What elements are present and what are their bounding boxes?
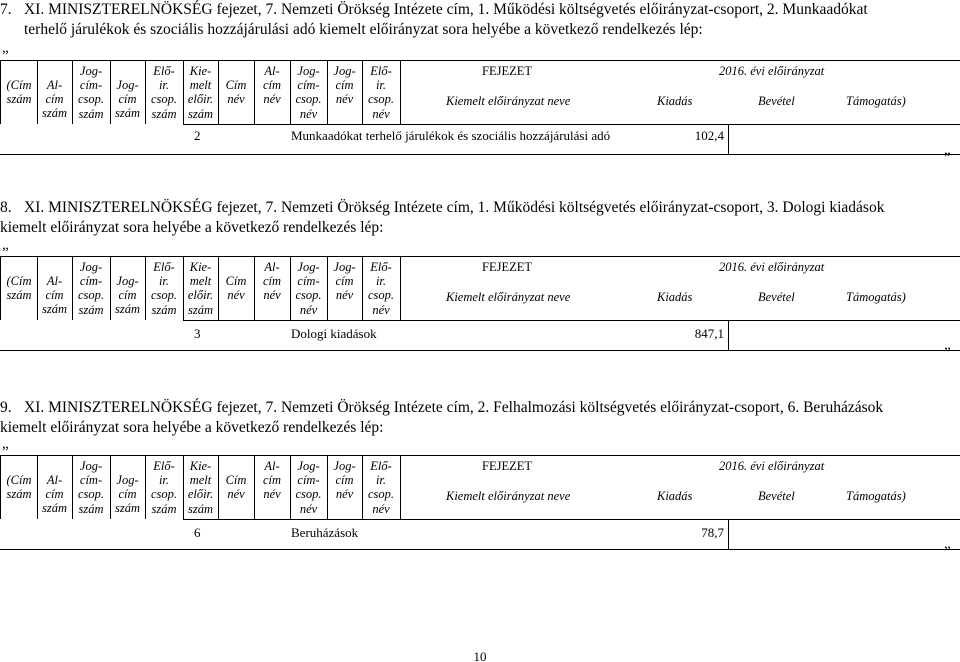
- table-rule: [183, 124, 960, 125]
- section-text-line1: XI. MINISZTERELNÖKSÉG fejezet, 7. Nemzeti Örökség Intézete cím, 1. Működési költségvetés előirányzat-csoport, 3. Dologi kiadások: [24, 199, 885, 216]
- header-eloircsop-szam: Elő- ir. csop. szám: [150, 459, 178, 516]
- header-jogcim-szam: Jog- cím szám: [114, 274, 140, 317]
- header-year: 2016. évi előirányzat: [719, 64, 825, 78]
- table-rule: [0, 60, 960, 61]
- close-quote: ”: [944, 345, 951, 361]
- header-jogcim-nev: Jog- cím név: [333, 64, 356, 107]
- close-quote: ”: [944, 544, 951, 560]
- header-alcim-szam: Al- cím szám: [41, 473, 67, 516]
- header-jogcim-nev: Jog- cím név: [333, 459, 356, 502]
- section-number: 8.: [0, 199, 12, 216]
- section-text-line1: XI. MINISZTERELNÖKSÉG fejezet, 7. Nemzeti Örökség Intézete cím, 1. Működési költségvetés előirányzat-csoport, 2. Munkaadókat: [24, 1, 868, 18]
- header-tamogatas: Támogatás): [846, 94, 906, 108]
- header-jogcimcsop-szam: Jog- cím- csop. szám: [77, 260, 105, 317]
- row-name: Beruházások: [291, 525, 359, 540]
- header-alcim-szam: Al- cím szám: [41, 78, 67, 121]
- header-jogcim-szam: Jog- cím szám: [114, 473, 140, 516]
- section-text-line2: kiemelt előirányzat sora helyébe a következő rendelkezés lép:: [0, 219, 384, 236]
- appropriation-table-8: [0, 256, 960, 351]
- header-eloircsop-szam: Elő- ir. csop. szám: [150, 260, 178, 317]
- appropriation-table-9: [0, 455, 960, 550]
- header-kiemelt-szam: Kie- melt előir. szám: [187, 459, 214, 516]
- table-rule: [0, 154, 960, 155]
- section-9-paragraph: [0, 398, 955, 438]
- header-alcim-nev: Al- cím név: [262, 64, 282, 107]
- row-code: 3: [194, 326, 201, 341]
- section-number: 7.: [0, 1, 12, 18]
- section-number: 9.: [0, 399, 12, 416]
- row-value: 78,7: [701, 525, 724, 540]
- header-fejezet: FEJEZET: [482, 260, 532, 274]
- header-tamogatas: Támogatás): [846, 290, 906, 304]
- row-name: Dologi kiadások: [291, 326, 377, 341]
- header-alcim-szam: Al- cím szám: [41, 274, 67, 317]
- page-number: 10: [473, 649, 487, 662]
- header-cim-nev: Cím név: [225, 274, 247, 303]
- header-kiemelt-szam: Kie- melt előir. szám: [187, 260, 214, 317]
- header-jogcim-nev: Jog- cím név: [333, 260, 356, 303]
- header-jogcimcsop-nev: Jog- cím- csop. név: [295, 459, 322, 516]
- appropriation-table-7: [0, 60, 960, 155]
- header-jogcimcsop-nev: Jog- cím- csop. név: [295, 260, 322, 317]
- header-eloircsop-nev: Elő- ir. csop. név: [367, 459, 395, 516]
- header-kiemelt-nev: Kiemelt előirányzat neve: [446, 489, 571, 503]
- open-quote: „: [2, 436, 9, 452]
- header-bevetel: Bevétel: [758, 290, 795, 304]
- header-cim-szam: (Cím szám: [6, 78, 32, 107]
- close-quote: ”: [944, 150, 951, 166]
- section-8-paragraph: [0, 198, 955, 238]
- header-alcim-nev: Al- cím név: [262, 260, 282, 303]
- header-fejezet: FEJEZET: [482, 459, 532, 473]
- header-year: 2016. évi előirányzat: [719, 260, 825, 274]
- row-code: 2: [194, 128, 201, 143]
- header-cim-nev: Cím név: [225, 78, 247, 107]
- section-7-paragraph: [0, 0, 955, 40]
- header-tamogatas: Támogatás): [846, 489, 906, 503]
- header-jogcimcsop-szam: Jog- cím- csop. szám: [77, 64, 105, 121]
- header-eloircsop-szam: Elő- ir. csop. szám: [150, 64, 178, 121]
- header-jogcimcsop-nev: Jog- cím- csop. név: [295, 64, 322, 121]
- row-value: 847,1: [694, 326, 724, 341]
- header-kiadas: Kiadás: [657, 94, 693, 108]
- header-fejezet: FEJEZET: [482, 64, 532, 78]
- header-bevetel: Bevétel: [758, 94, 795, 108]
- header-kiemelt-szam: Kie- melt előir. szám: [187, 64, 214, 121]
- header-alcim-nev: Al- cím név: [262, 459, 282, 502]
- header-kiemelt-nev: Kiemelt előirányzat neve: [446, 94, 571, 108]
- header-eloircsop-nev: Elő- ir. csop. név: [367, 64, 395, 121]
- header-kiadas: Kiadás: [657, 290, 693, 304]
- header-year: 2016. évi előirányzat: [719, 459, 825, 473]
- header-cim-szam: (Cím szám: [6, 473, 32, 502]
- section-text-line2: kiemelt előirányzat sora helyébe a következő rendelkezés lép:: [0, 419, 384, 436]
- header-kiemelt-nev: Kiemelt előirányzat neve: [446, 290, 571, 304]
- header-cim-nev: Cím név: [225, 473, 247, 502]
- row-value: 102,4: [694, 128, 724, 143]
- section-text-line2: terhelő járulékok és szociális hozzájárulási adó kiemelt előirányzat sora helyébe a következő rendelkezés lép:: [24, 21, 703, 38]
- open-quote: „: [2, 237, 9, 253]
- header-jogcimcsop-szam: Jog- cím- csop. szám: [77, 459, 105, 516]
- section-text-line1: XI. MINISZTERELNÖKSÉG fejezet, 7. Nemzeti Örökség Intézete cím, 2. Felhalmozási költségvetés előirányzat-csoport, 6. Beruházások: [24, 399, 884, 416]
- header-bevetel: Bevétel: [758, 489, 795, 503]
- open-quote: „: [2, 40, 9, 56]
- header-eloircsop-nev: Elő- ir. csop. név: [367, 260, 395, 317]
- row-code: 6: [194, 525, 201, 540]
- header-kiadas: Kiadás: [657, 489, 693, 503]
- row-name: Munkaadókat terhelő járulékok és szociális hozzájárulási adó: [291, 128, 611, 143]
- header-cim-szam: (Cím szám: [6, 274, 32, 303]
- header-jogcim-szam: Jog- cím szám: [114, 78, 140, 121]
